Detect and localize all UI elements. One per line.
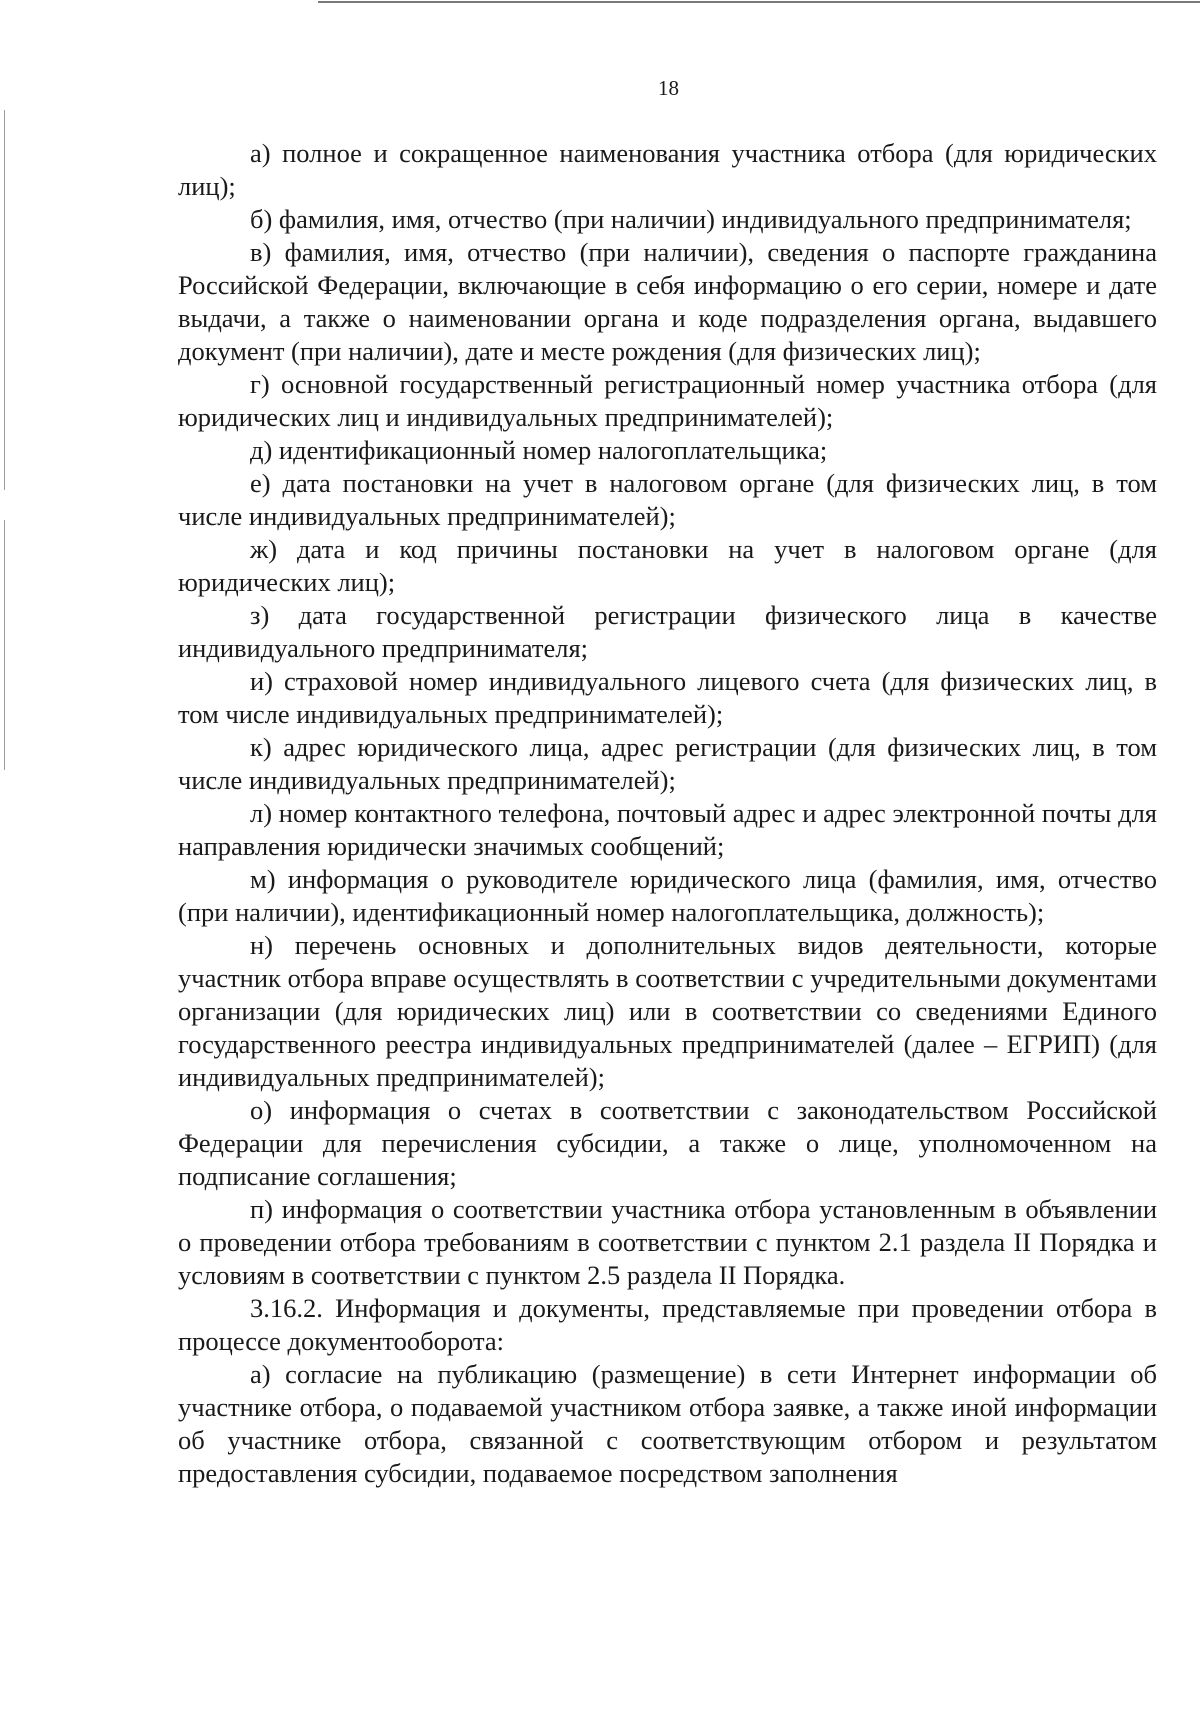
left-margin-mark — [4, 520, 5, 770]
paragraph-n-activity-types: н) перечень основных и дополнительных видов деятельности, которые участник отбора вправе осуществлять в соответствии с учредительными документами организации (для юридических лиц) или в соответствии со сведениями Единого государственного реестра индивидуальных предпринимателей (далее – ЕГРИП) (для индивидуальных предпринимателей); — [178, 930, 1157, 1092]
paragraph-a-full-name: а) полное и сокращенное наименования участника отбора (для юридических лиц); — [178, 138, 1157, 201]
paragraph-zh-registration-reason-code: ж) дата и код причины постановки на учет в налоговом органе (для юридических лиц); — [178, 534, 1157, 597]
paragraph-i-insurance-number: и) страховой номер индивидуального лицевого счета (для физических лиц, в том числе индивидуальных предпринимателей); — [178, 666, 1157, 729]
document-body — [178, 137, 1157, 1490]
paragraph-g-registration-number: г) основной государственный регистрационный номер участника отбора (для юридических лиц и индивидуальных предпринимателей); — [178, 369, 1157, 432]
paragraph-e-tax-registration-date: е) дата постановки на учет в налоговом органе (для физических лиц, в том числе индивидуальных предпринимателей); — [178, 468, 1157, 531]
paragraph-l-contacts: л) номер контактного телефона, почтовый адрес и адрес электронной почты для направления юридически значимых сообщений; — [178, 798, 1157, 861]
paragraph-a-publication-consent: а) согласие на публикацию (размещение) в сети Интернет информации об участнике отбора, о подаваемой участником отбора заявке, а также иной информации об участнике отбора, связанной с соответствующим отбором и результатом предоставления субсидии, подаваемое посредством заполнения — [178, 1359, 1157, 1488]
paragraph-p-compliance: п) информация о соответствии участника отбора установленным в объявлении о проведении отбора требованиям в соответствии с пунктом 2.1 раздела II Порядка и условиям в соответствии с пунктом 2.5 раздела II Порядка. — [178, 1194, 1157, 1290]
paragraph-k-address: к) адрес юридического лица, адрес регистрации (для физических лиц, в том числе индивидуальных предпринимателей); — [178, 732, 1157, 795]
paragraph-v-passport-details: в) фамилия, имя, отчество (при наличии), сведения о паспорте гражданина Российской Федерации, включающие в себя информацию о его серии, номере и дате выдачи, а также о наименовании органа и коде подразделения органа, выдавшего документ (при наличии), дате и месте рождения (для физических лиц); — [178, 237, 1157, 366]
page-number: 18 — [658, 76, 679, 100]
paragraph-b-entrepreneur-name: б) фамилия, имя, отчество (при наличии) индивидуального предпринимателя; — [250, 204, 1132, 234]
paragraph-o-bank-accounts: о) информация о счетах в соответствии с законодательством Российской Федерации для перечисления субсидии, а также о лице, уполномоченном на подписание соглашения; — [178, 1095, 1157, 1191]
paragraph-m-director-info: м) информация о руководителе юридического лица (фамилия, имя, отчество (при наличии), идентификационный номер налогоплательщика, должность); — [178, 864, 1157, 927]
left-margin-mark — [4, 110, 5, 490]
paragraph-d-taxpayer-number: д) идентификационный номер налогоплательщика; — [250, 435, 828, 465]
paragraph-3-16-2-heading: 3.16.2. Информация и документы, представляемые при проведении отбора в процессе документооборота: — [178, 1293, 1157, 1356]
paragraph-z-state-registration-date: з) дата государственной регистрации физического лица в качестве индивидуального предпринимателя; — [178, 600, 1157, 663]
top-edge-line — [318, 1, 1200, 3]
